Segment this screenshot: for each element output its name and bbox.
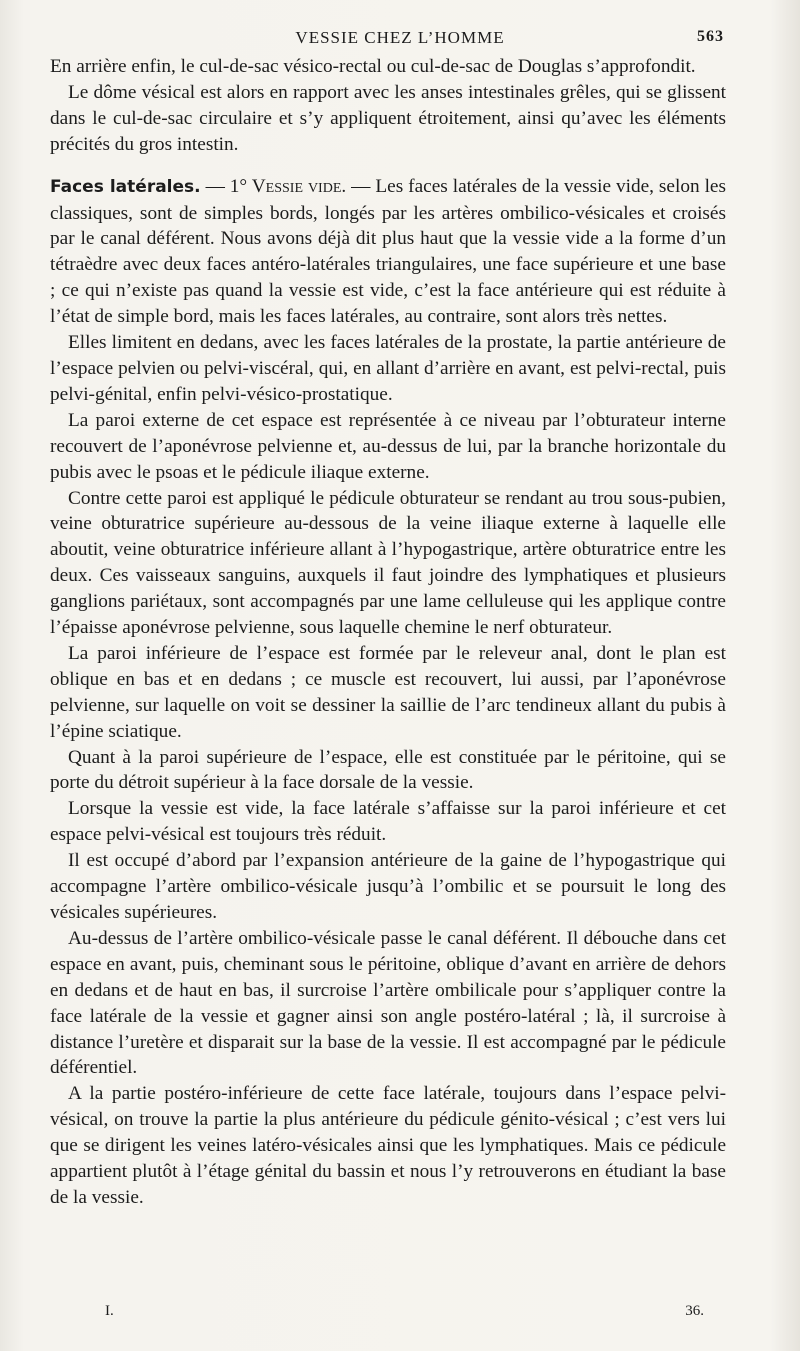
page-body — [34, 54, 766, 1211]
paragraph-12: A la partie postéro-inférieure de cette face latérale, toujours dans l’espace pelvi-vésical, on trouve la partie la plus antérieure du pédicule génito-vésical ; c’est vers lui que se dirigent les veines latéro-vésicales ainsi que les lymphatiques. Mais ce pédicule appartient plutôt à l’étage génital du bassin et nous l’y retrouverons en étudiant la base de la vessie. — [50, 1083, 726, 1208]
running-title: VESSIE CHEZ L’HOMME — [295, 28, 505, 47]
paragraph-8: Quant à la paroi supérieure de l’espace, elle est constituée par le péritoine, qui se porte du détroit supérieur à la face dorsale de la vessie. — [50, 746, 726, 794]
paragraph-11: Au-dessus de l’artère ombilico-vésicale passe le canal déférent. Il débouche dans cet espace en avant, puis, cheminant sous le péritoine, oblique d’avant en arrière de dehors en dedans et de haut en bas, il surcroise l’artère ombilicale pour s’appliquer contre la face latérale de la vessie et gagner ainsi son angle postéro-latéral ; là, il surcroise à distance l’uretère et disparait sur la base de la vessie. Il est accompagné par le pédicule déférentiel. — [50, 927, 726, 1079]
paragraph-3-text: Les faces latérales de la vessie vide, selon les classiques, sont de simples bords, longés par les artères ombilico-vésicales et croisés par le canal déférent. Nous avons déjà dit plus haut que la vessie vide a la forme d’un tétraèdre avec deux faces antéro-latérales triangulaires, une face supérieure et une base ; ce qui n’existe pas quand la vessie est vide, c’est la face antérieure qui est réduite à l’état de simple bord, mais les faces latérales, au contraire, sont alors très nettes. — [50, 175, 726, 328]
paragraph-faces-laterales — [50, 174, 726, 330]
paragraph-1: En arrière enfin, le cul-de-sac vésico-rectal ou cul-de-sac de Douglas s’approfondit. — [50, 56, 696, 77]
paragraph-4: Elles limitent en dedans, avec les faces latérales de la prostate, la partie antérieure de l’espace pelvien ou pelvi-viscéral, qui, en allant d’arrière en avant, est pelvi-rectal, puis pelvi-génital, enfin pelvi-vésico-prostatique. — [50, 332, 726, 405]
sheet-number: 36. — [685, 1303, 704, 1319]
paragraph-2: Le dôme vésical est alors en rapport avec les anses intestinales grêles, qui se glissent dans le cul-de-sac circulaire et s’y appliquent étroitement, ainsi qu’avec les éléments précités du gros intestin. — [50, 81, 726, 155]
paragraph-10: Il est occupé d’abord par l’expansion antérieure de la gaine de l’hypogastrique qui accompagne l’artère ombilico-vésicale jusqu’à l’ombilic et se poursuit le long des vésicales supérieures. — [50, 850, 726, 923]
page-number: 563 — [697, 28, 724, 45]
paragraph-9: Lorsque la vessie est vide, la face latérale s’affaisse sur la paroi inférieure et cet espace pelvi-vésical est toujours très réduit. — [50, 798, 726, 846]
subsection-heading: — 1° Vessie vide. — — [205, 175, 371, 197]
section-heading: Faces latérales. — [50, 176, 201, 197]
paragraph-6: Contre cette paroi est appliqué le pédicule obturateur se rendant au trou sous-pubien, veine obturatrice supérieure au-dessous de la veine iliaque externe à laquelle elle aboutit, veine obturatrice inférieure allant à l’hypogastrique, artère obturatrice entre les deux. Ces vaisseaux sanguins, auxquels il faut joindre des lymphatiques et plusieurs ganglions pariétaux, sont accompagnés par une lame celluleuse qui les applique contre l’épaisse aponévrose pelvienne, sous laquelle chemine le nerf obturateur. — [50, 487, 726, 639]
paragraph-5: La paroi externe de cet espace est représentée à ce niveau par l’obturateur interne recouvert de l’aponévrose pelvienne et, au-dessus de lui, par la branche horizontale du pubis avec le psoas et le pédicule iliaque externe. — [50, 409, 726, 483]
paragraph-7: La paroi inférieure de l’espace est formée par le releveur anal, dont le plan est oblique en bas et en dedans ; ce muscle est recouvert, lui aussi, par l’aponévrose pelvienne, sur laquelle on voit se dessiner la saillie de l’arc tendineux allant du pubis à l’épine sciatique. — [50, 642, 726, 742]
running-header — [34, 22, 766, 54]
signature-mark: I. — [105, 1303, 114, 1319]
